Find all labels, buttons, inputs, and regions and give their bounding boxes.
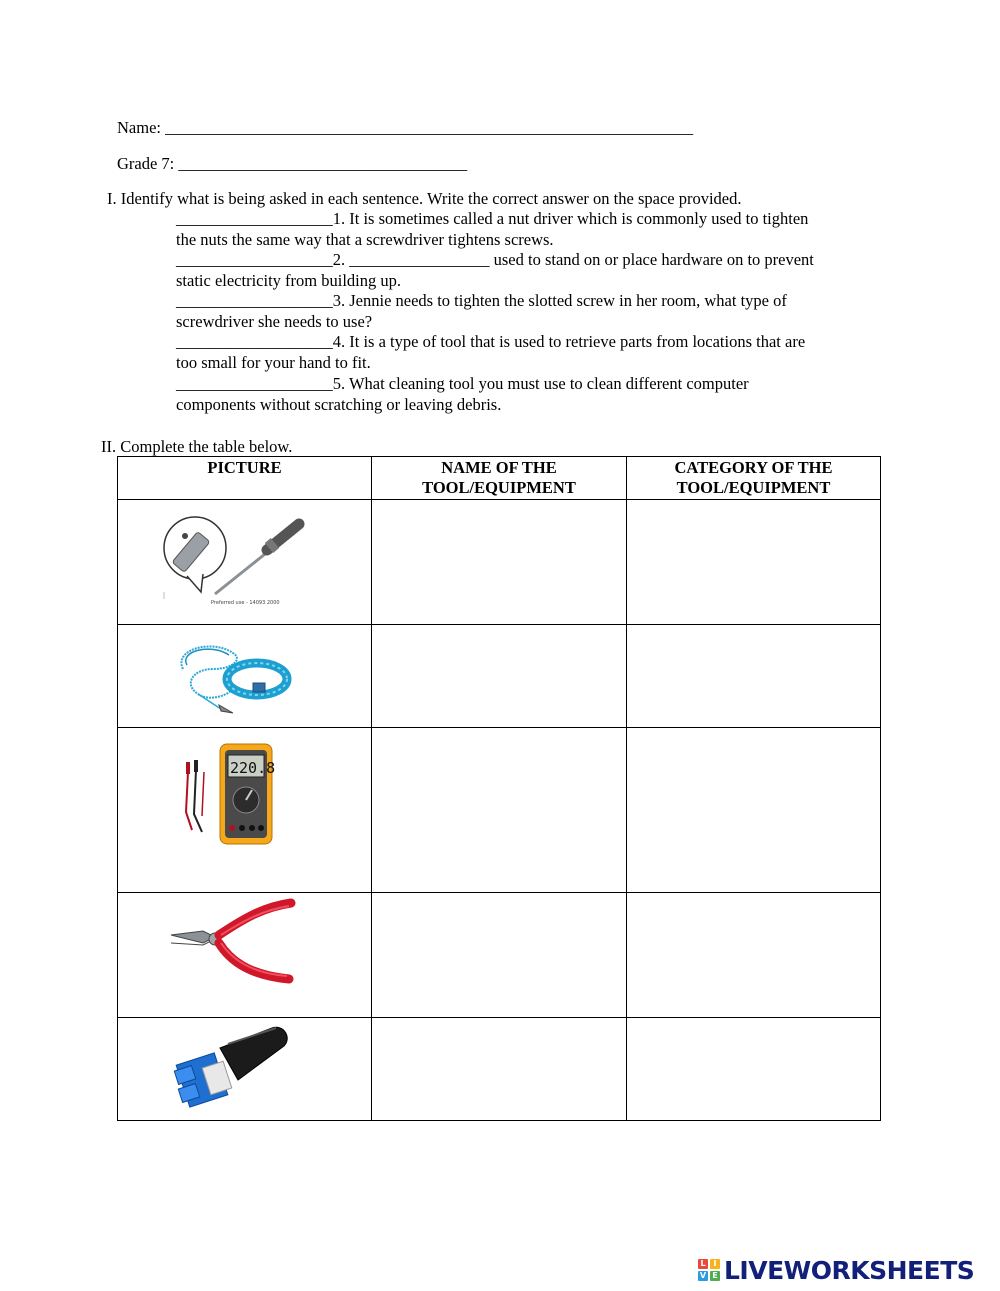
- name-answer-cell-4[interactable]: [372, 893, 627, 1018]
- question-5-text: 5. What cleaning tool you must use to clean different computer: [332, 374, 749, 393]
- grade-label: Grade 7:: [117, 154, 179, 173]
- question-1-text: 1. It is sometimes called a nut driver which is commonly used to tighten: [332, 209, 809, 228]
- question-2-text-cont: static electricity from building up.: [176, 270, 401, 290]
- name-answer-cell-3[interactable]: [372, 728, 627, 893]
- logo-letter-e: E: [710, 1271, 720, 1281]
- question-3: [176, 291, 876, 332]
- screwdriver-caption: Preferred use - 14093 2000: [211, 600, 280, 606]
- category-answer-cell-3[interactable]: [627, 728, 881, 893]
- grade-blank[interactable]: ___________________________________: [178, 154, 468, 173]
- answer-blank-2[interactable]: ___________________: [176, 250, 333, 269]
- table-row: [118, 893, 881, 1018]
- tools-table: [117, 456, 881, 1121]
- picture-cell-3: [118, 728, 372, 893]
- antistatic-wrist-strap-icon: [173, 639, 293, 719]
- question-3-text: 3. Jennie needs to tighten the slotted screw in her room, what type of: [332, 291, 787, 310]
- answer-blank-5[interactable]: ___________________: [176, 374, 333, 393]
- name-blank[interactable]: ________________________________________________________________: [165, 118, 694, 137]
- table-row: [118, 1018, 881, 1121]
- column-header-category-line1: CATEGORY OF THE: [674, 458, 833, 477]
- answer-blank-1[interactable]: ___________________: [176, 209, 333, 228]
- question-4-text-cont: too small for your hand to fit.: [176, 352, 371, 372]
- column-header-category: [627, 457, 881, 500]
- digital-multimeter-icon: [182, 742, 282, 846]
- grade-field: [117, 153, 467, 174]
- name-answer-cell-2[interactable]: [372, 625, 627, 728]
- column-header-name-line2: TOOL/EQUIPMENT: [422, 478, 576, 497]
- question-2: [176, 250, 876, 291]
- logo-text: LIVEWORKSHEETS: [724, 1255, 975, 1285]
- torx-screwdriver-icon: [163, 506, 313, 616]
- question-3-text-cont: screwdriver she needs to use?: [176, 311, 373, 331]
- column-header-name-line1: NAME OF THE: [441, 458, 557, 477]
- category-answer-cell-5[interactable]: [627, 1018, 881, 1121]
- fiber-loopback-adapter-icon: [172, 1024, 292, 1114]
- table-row: [118, 500, 881, 625]
- name-answer-cell-5[interactable]: [372, 1018, 627, 1121]
- table-row: [118, 728, 881, 893]
- question-1: [176, 209, 876, 250]
- question-2-text: 2. _________________ used to stand on or place hardware on to prevent: [332, 250, 814, 269]
- question-4: [176, 332, 876, 373]
- logo-letter-i: I: [710, 1259, 720, 1269]
- logo-letter-l: L: [698, 1259, 708, 1269]
- question-1-text-cont: the nuts the same way that a screwdriver tightens screws.: [176, 229, 554, 249]
- picture-cell-2: [118, 625, 372, 728]
- question-5: [176, 374, 876, 415]
- answer-blank-3[interactable]: ___________________: [176, 291, 333, 310]
- picture-cell-1: [118, 500, 372, 625]
- section-1-title: I. Identify what is being asked in each sentence. Write the correct answer on the space provided.: [107, 189, 742, 208]
- section-2-title: II. Complete the table below.: [101, 437, 293, 456]
- logo-letter-v: V: [699, 1271, 707, 1280]
- wire-cutter-icon: [163, 895, 303, 991]
- answer-blank-4[interactable]: ___________________: [176, 332, 333, 351]
- logo-mark-icon: [698, 1259, 720, 1281]
- meter-reading: 220.8: [230, 759, 276, 777]
- question-5-text-cont: components without scratching or leaving debris.: [176, 394, 502, 414]
- column-header-picture-text: PICTURE: [207, 458, 282, 477]
- name-field: [117, 117, 693, 138]
- column-header-picture: [118, 457, 372, 500]
- table-header-row: [118, 457, 881, 500]
- table-row: [118, 625, 881, 728]
- picture-cell-5: [118, 1018, 372, 1121]
- category-answer-cell-4[interactable]: [627, 893, 881, 1018]
- column-header-category-line2: TOOL/EQUIPMENT: [676, 478, 831, 497]
- name-answer-cell-1[interactable]: [372, 500, 627, 625]
- question-4-text: 4. It is a type of tool that is used to retrieve parts from locations that are: [332, 332, 806, 351]
- category-answer-cell-2[interactable]: [627, 625, 881, 728]
- column-header-name: [372, 457, 627, 500]
- name-label: Name:: [117, 118, 166, 137]
- category-answer-cell-1[interactable]: [627, 500, 881, 625]
- liveworksheets-logo: [698, 1255, 974, 1285]
- picture-cell-4: [118, 893, 372, 1018]
